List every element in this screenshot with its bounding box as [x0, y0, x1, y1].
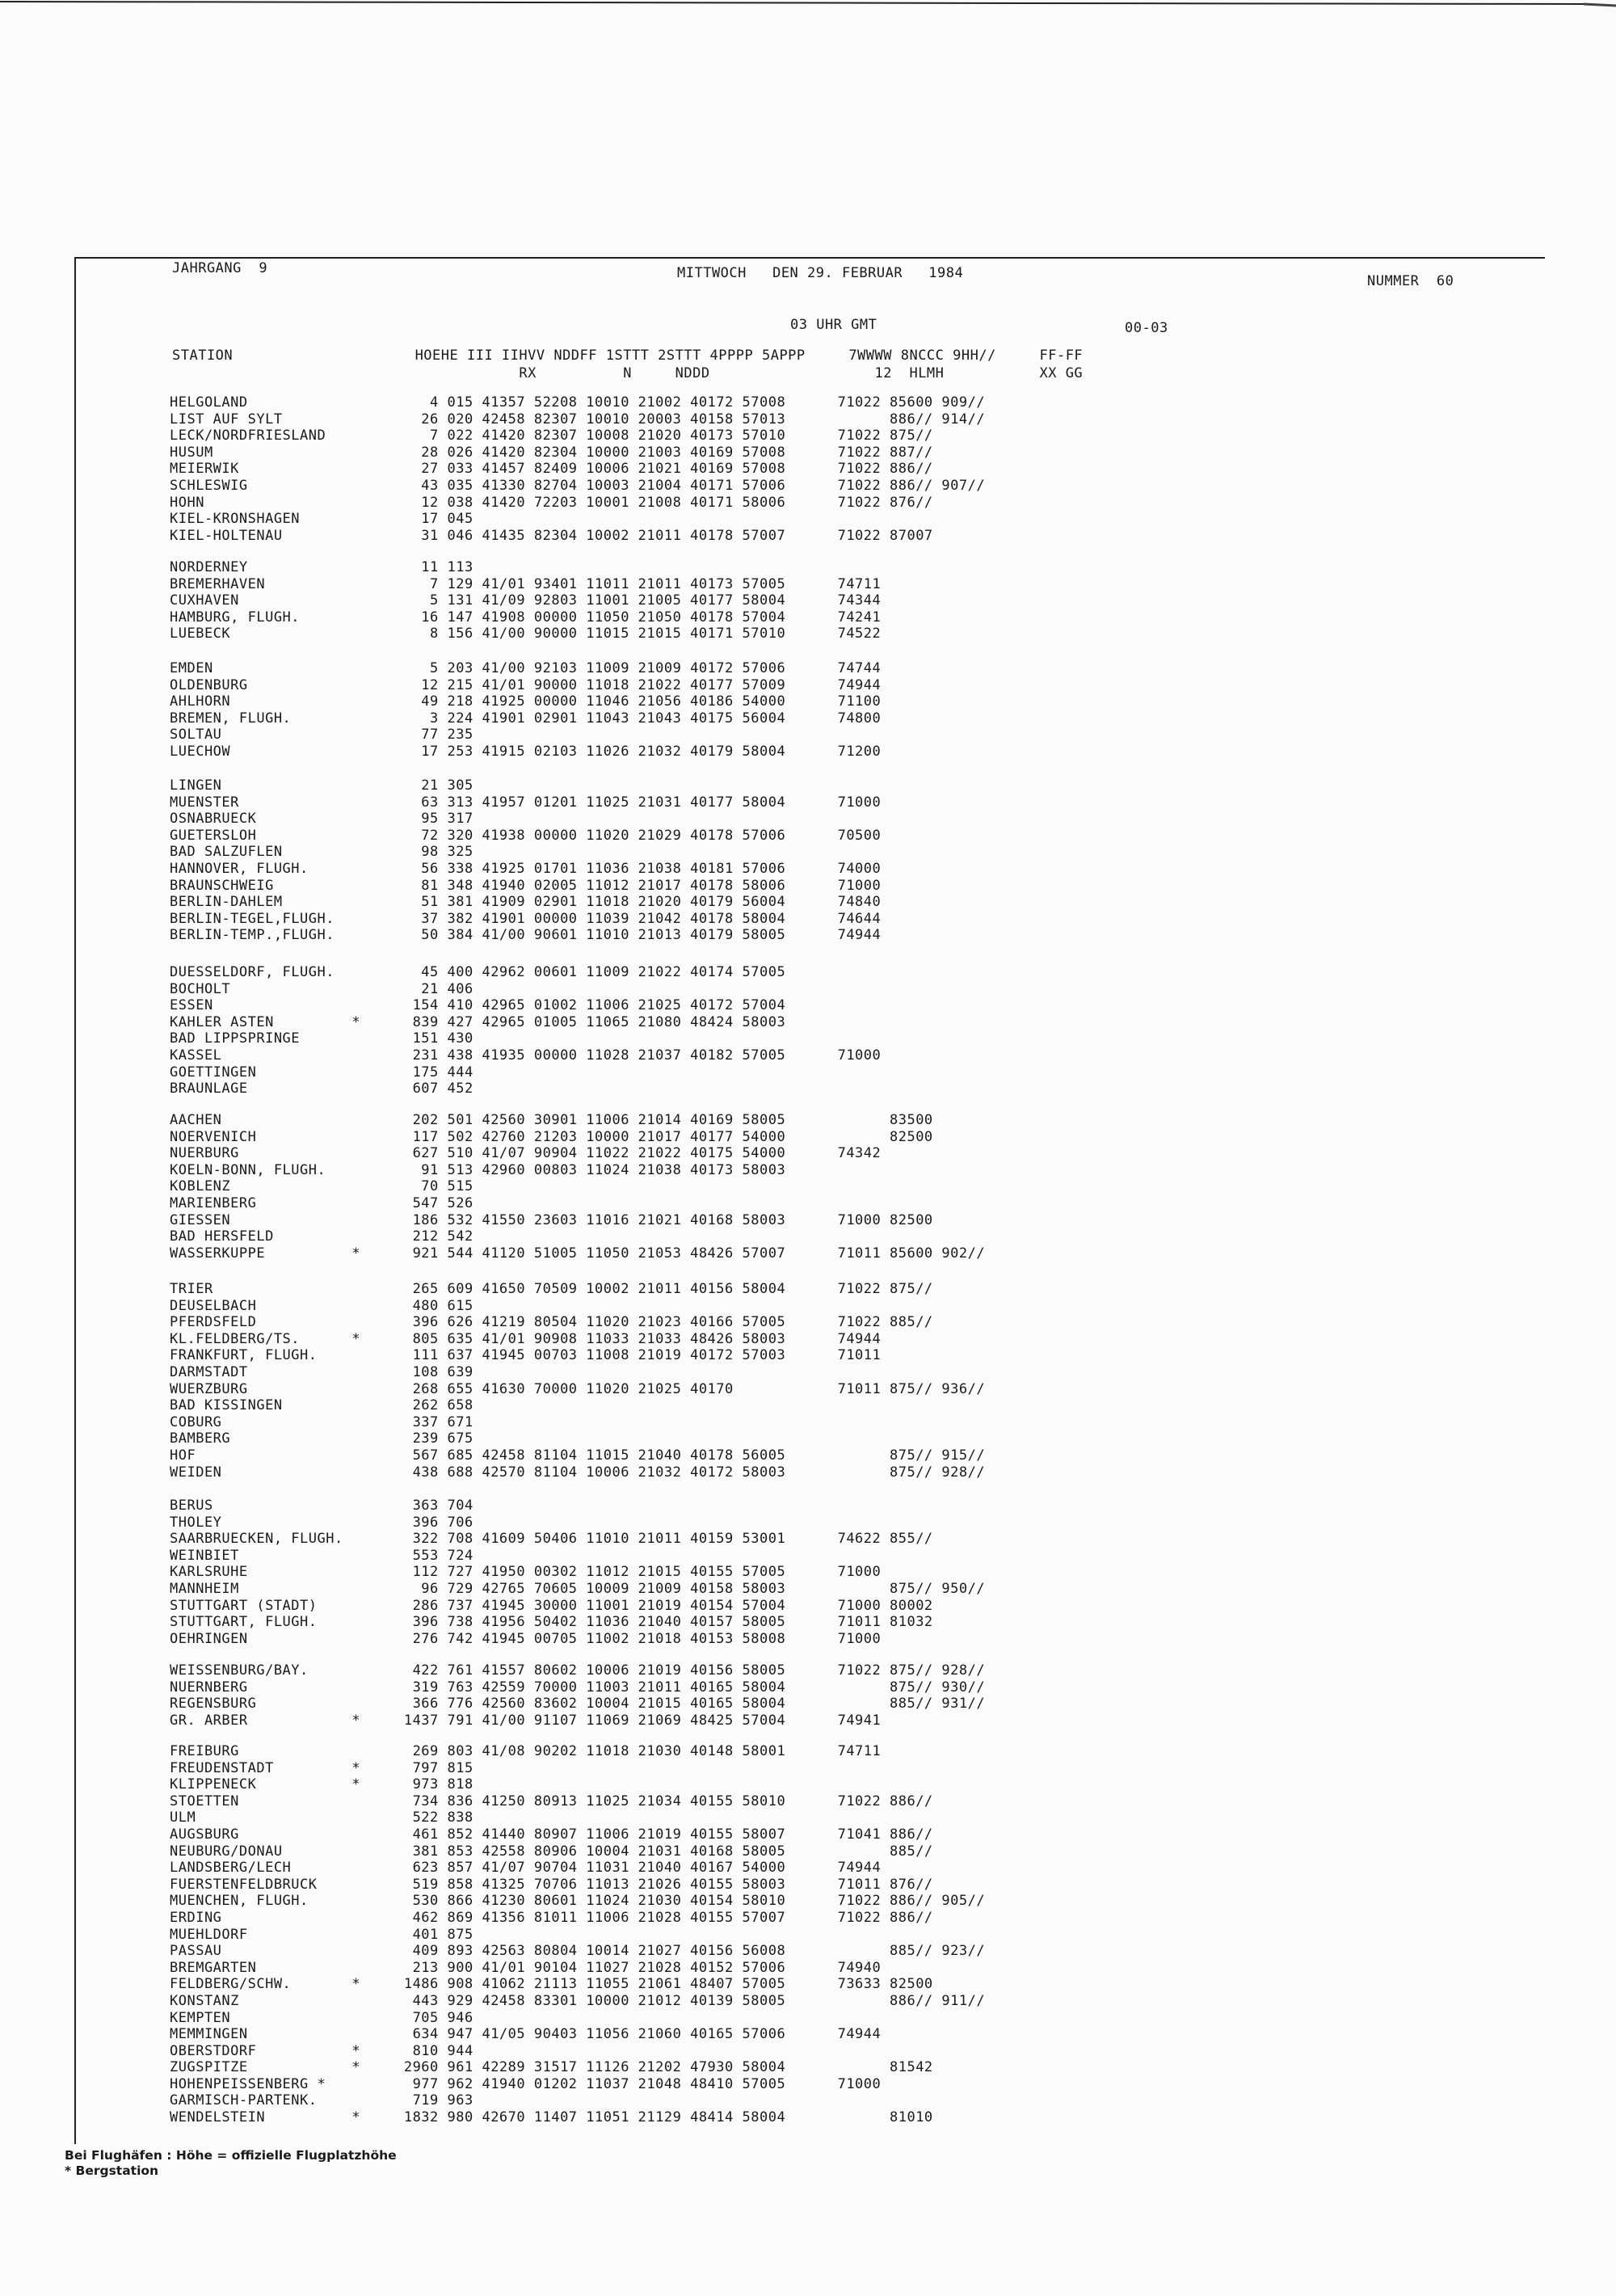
station-row: KONSTANZ 443 929 42458 83301 10000 21012 40139 58005 886// 911// — [170, 1992, 986, 2009]
station-row: OBERSTDORF * 810 944 — [170, 2042, 473, 2059]
station-block — [170, 1281, 985, 1481]
station-row: GUETERSLOH 72 320 41938 00000 11020 21029 40178 57006 70500 — [170, 827, 882, 844]
station-row: COBURG 337 671 — [170, 1413, 473, 1430]
station-row: LUECHOW 17 253 41915 02103 11026 21032 40179 58004 71200 — [170, 743, 882, 760]
footer-note-mountain: * Bergstation — [65, 2163, 159, 2178]
station-row: GIESSEN 186 532 41550 23603 11016 21021 40168 58003 71000 82500 — [170, 1211, 933, 1228]
station-block — [170, 1743, 985, 2126]
station-row: PASSAU 409 893 42563 80804 10014 21027 40156 56008 885// 923// — [170, 1943, 986, 1960]
jahrgang-label: JAHRGANG 9 — [172, 260, 268, 276]
station-row: BERLIN-TEMP.,FLUGH. 50 384 41/00 90601 11010 21013 40179 58005 74944 — [170, 927, 882, 944]
station-row: KASSEL 231 438 41935 00000 11028 21037 40182 57005 71000 — [170, 1047, 882, 1064]
station-row: WASSERKUPPE * 921 544 41120 51005 11050 21053 48426 57007 71011 85600 902// — [170, 1245, 986, 1262]
station-row: BAD KISSINGEN 262 658 — [170, 1397, 473, 1414]
station-row: SOLTAU 77 235 — [170, 727, 473, 744]
station-row: MUEHLDORF 401 875 — [170, 1926, 473, 1943]
footer-note-airport: Bei Flughäfen : Höhe = offizielle Flugplatzhöhe — [65, 2148, 397, 2163]
station-row: LANDSBERG/LECH 623 857 41/07 90704 11031 21040 40167 54000 74944 — [170, 1860, 882, 1877]
station-row: STOETTEN 734 836 41250 80913 11025 21034 40155 58010 71022 886// — [170, 1793, 933, 1809]
station-row: REGENSBURG 366 776 42560 83602 10004 21015 40165 58004 885// 931// — [170, 1696, 986, 1713]
station-row: DUESSELDORF, FLUGH. 45 400 42962 00601 11009 21022 40174 57005 — [170, 964, 786, 980]
station-row: NORDERNEY 11 113 — [170, 559, 473, 575]
station-row: BREMEN, FLUGH. 3 224 41901 02901 11043 21043 40175 56004 74800 — [170, 710, 882, 727]
station-row: WENDELSTEIN * 1832 980 42670 11407 11051 21129 48414 58004 81010 — [170, 2109, 933, 2126]
station-row: MUENSTER 63 313 41957 01201 11025 21031 40177 58004 71000 — [170, 794, 882, 811]
station-row: NUERBURG 627 510 41/07 90904 11022 21022 40175 54000 74342 — [170, 1145, 882, 1162]
time-label: 03 UHR GMT — [790, 317, 877, 333]
station-row: LECK/NORDFRIESLAND 7 022 41420 82307 10008 21020 40173 57010 71022 875// — [170, 428, 933, 444]
station-row: BERUS 363 704 — [170, 1498, 473, 1514]
station-row: AUGSBURG 461 852 41440 80907 11006 21019 40155 58007 71041 886// — [170, 1826, 933, 1843]
station-row: MANNHEIM 96 729 42765 70605 10009 21009 40158 58003 875// 950// — [170, 1580, 986, 1597]
station-row: ZUGSPITZE * 2960 961 42289 31517 11126 21202 47930 58004 81542 — [170, 2059, 933, 2076]
station-row: WEISSENBURG/BAY. 422 761 41557 80602 10006 21019 40156 58005 71022 875// 928// — [170, 1662, 986, 1679]
station-row: BAMBERG 239 675 — [170, 1430, 473, 1447]
station-row: MARIENBERG 547 526 — [170, 1194, 473, 1211]
station-row: GR. ARBER * 1437 791 41/00 91107 11069 21069 48425 57004 74941 — [170, 1712, 882, 1729]
station-row: KOBLENZ 70 515 — [170, 1178, 473, 1195]
station-block — [170, 1498, 985, 1647]
nummer-label: NUMMER 60 — [1367, 273, 1454, 289]
station-row: CUXHAVEN 5 131 41/09 92803 11001 21005 40177 58004 74344 — [170, 592, 882, 609]
station-row: HELGOLAND 4 015 41357 52208 10010 21002 40172 57008 71022 85600 909// — [170, 394, 986, 411]
column-header-line2: RX N NDDD 12 HLMH XX GG — [172, 365, 1084, 381]
station-row: ESSEN 154 410 42965 01002 11006 21025 40172 57004 — [170, 997, 786, 1014]
station-row: STUTTGART (STADT) 286 737 41945 30000 11001 21019 40154 57004 71000 80002 — [170, 1597, 933, 1614]
station-row: OLDENBURG 12 215 41/01 90000 11018 21022 40177 57009 74944 — [170, 676, 882, 693]
station-row: BAD HERSFELD 212 542 — [170, 1228, 473, 1245]
station-row: HOF 567 685 42458 81104 11015 21040 40178 56005 875// 915// — [170, 1447, 986, 1464]
station-row: OSNABRUECK 95 317 — [170, 811, 473, 828]
station-row: MUENCHEN, FLUGH. 530 866 41230 80601 11024 21030 40154 58010 71022 886// 905// — [170, 1893, 986, 1910]
station-row: NEUBURG/DONAU 381 853 42558 80906 10004 21031 40168 58005 885// — [170, 1843, 933, 1860]
station-row: NOERVENICH 117 502 42760 21203 10000 21017 40177 54000 82500 — [170, 1128, 933, 1145]
station-row: BOCHOLT 21 406 — [170, 980, 473, 997]
top-edge-line — [0, 0, 1616, 8]
station-row: HUSUM 28 026 41420 82304 10000 21003 40169 57008 71022 887// — [170, 444, 933, 461]
station-row: WEINBIET 553 724 — [170, 1547, 473, 1564]
station-row: BRAUNSCHWEIG 81 348 41940 02005 11012 21017 40178 58006 71000 — [170, 877, 882, 894]
station-row: KAHLER ASTEN * 839 427 42965 01005 11065 21080 48424 58003 — [170, 1013, 786, 1030]
station-row: KARLSRUHE 112 727 41950 00302 11012 21015 40155 57005 71000 — [170, 1564, 882, 1581]
station-row: HOHENPEISSENBERG * 977 962 41940 01202 11037 21048 48410 57005 71000 — [170, 2075, 882, 2092]
station-row: KEMPTEN 705 946 — [170, 2009, 473, 2026]
station-row: THOLEY 396 706 — [170, 1514, 473, 1531]
station-row: DARMSTADT 108 639 — [170, 1363, 473, 1380]
station-block — [170, 559, 881, 642]
station-row: BREMERHAVEN 7 129 41/01 93401 11011 21011 40173 57005 74711 — [170, 575, 882, 592]
station-block — [170, 964, 881, 1097]
station-row: FREUDENSTADT * 797 815 — [170, 1759, 473, 1776]
station-row: HANNOVER, FLUGH. 56 338 41925 01701 11036 21038 40181 57006 74000 — [170, 860, 882, 877]
station-row: KL.FELDBERG/TS. * 805 635 41/01 90908 11033 21033 48426 58003 74944 — [170, 1330, 882, 1347]
station-row: HOHN 12 038 41420 72203 10001 21008 40171 58006 71022 876// — [170, 494, 933, 511]
station-row: FUERSTENFELDBRUCK 519 858 41325 70706 11013 21026 40155 58003 71011 876// — [170, 1876, 933, 1893]
station-row: SCHLESWIG 43 035 41330 82704 10003 21004 40171 57006 71022 886// 907// — [170, 477, 986, 494]
station-row: GOETTINGEN 175 444 — [170, 1064, 473, 1081]
station-block — [170, 1112, 985, 1262]
station-block — [170, 1662, 985, 1729]
station-row: BAD LIPPSPRINGE 151 430 — [170, 1030, 473, 1047]
station-row: KOELN-BONN, FLUGH. 91 513 42960 00803 11024 21038 40173 58003 — [170, 1161, 786, 1178]
station-row: MEIERWIK 27 033 41457 82409 10006 21021 40169 57008 71022 886// — [170, 461, 933, 478]
station-row: KIEL-KRONSHAGEN 17 045 — [170, 511, 473, 528]
station-row: HAMBURG, FLUGH. 16 147 41908 00000 11050 21050 40178 57004 74241 — [170, 609, 882, 626]
station-row: PFERDSFELD 396 626 41219 80504 11020 21023 40166 57005 71022 885// — [170, 1314, 933, 1331]
station-row: BERLIN-TEGEL,FLUGH. 37 382 41901 00000 11039 21042 40178 58004 74644 — [170, 910, 882, 927]
station-row: EMDEN 5 203 41/00 92103 11009 21009 40172 57006 74744 — [170, 660, 882, 676]
station-row: KLIPPENECK * 973 818 — [170, 1776, 473, 1793]
range-label: 00-03 — [1125, 320, 1168, 336]
station-block — [170, 777, 881, 944]
station-row: STUTTGART, FLUGH. 396 738 41956 50402 11036 21040 40157 58005 71011 81032 — [170, 1614, 933, 1631]
station-row: TRIER 265 609 41650 70509 10002 21011 40156 58004 71022 875// — [170, 1281, 933, 1297]
station-row: WEIDEN 438 688 42570 81104 10006 21032 40172 58003 875// 928// — [170, 1464, 986, 1481]
station-row: LUEBECK 8 156 41/00 90000 11015 21015 40171 57010 74522 — [170, 626, 882, 642]
station-row: FREIBURG 269 803 41/08 90202 11018 21030 40148 58001 74711 — [170, 1743, 882, 1759]
date-label: MITTWOCH DEN 29. FEBRUAR 1984 — [677, 265, 964, 281]
station-row: BRAUNLAGE 607 452 — [170, 1081, 473, 1097]
station-row: LINGEN 21 305 — [170, 777, 473, 794]
station-row: FELDBERG/SCHW. * 1486 908 41062 21113 11055 21061 48407 57005 73633 82500 — [170, 1976, 933, 1993]
station-row: WUERZBURG 268 655 41630 70000 11020 21025 40170 71011 875// 936// — [170, 1380, 986, 1397]
station-row: LIST AUF SYLT 26 020 42458 82307 10010 20003 40158 57013 886// 914// — [170, 411, 986, 428]
station-row: AHLHORN 49 218 41925 00000 11046 21056 40186 54000 71100 — [170, 693, 882, 710]
station-row: KIEL-HOLTENAU 31 046 41435 82304 10002 21011 40178 57007 71022 87007 — [170, 527, 933, 544]
station-row: BREMGARTEN 213 900 41/01 90104 11027 21028 40152 57006 74940 — [170, 1959, 882, 1976]
station-row: BERLIN-DAHLEM 51 381 41909 02901 11018 21020 40179 56004 74840 — [170, 894, 882, 911]
station-block — [170, 394, 985, 544]
station-row: SAARBRUECKEN, FLUGH. 322 708 41609 50406 11010 21011 40159 53001 74622 855// — [170, 1531, 933, 1548]
station-row: ULM 522 838 — [170, 1809, 473, 1826]
station-block — [170, 660, 881, 760]
column-header-line1: STATION HOEHE III IIHVV NDDFF 1STTT 2STTT 4PPPP 5APPP 7WWWW 8NCCC 9HH// FF-FF — [172, 348, 1084, 364]
station-row: OEHRINGEN 276 742 41945 00705 11002 21018 40153 58008 71000 — [170, 1630, 882, 1647]
station-row: BAD SALZUFLEN 98 325 — [170, 844, 473, 861]
station-row: GARMISCH-PARTENK. 719 963 — [170, 2092, 473, 2109]
station-row: AACHEN 202 501 42560 30901 11006 21014 40169 58005 83500 — [170, 1112, 933, 1128]
station-row: MEMMINGEN 634 947 41/05 90403 11056 21060 40165 57006 74944 — [170, 2026, 882, 2043]
station-row: DEUSELBACH 480 615 — [170, 1297, 473, 1314]
station-row: ERDING 462 869 41356 81011 11006 21028 40155 57007 71022 886// — [170, 1909, 933, 1926]
station-row: NUERNBERG 319 763 42559 70000 11003 21011 40165 58004 875// 930// — [170, 1679, 986, 1696]
station-row: FRANKFURT, FLUGH. 111 637 41945 00703 11008 21019 40172 57003 71011 — [170, 1347, 882, 1364]
